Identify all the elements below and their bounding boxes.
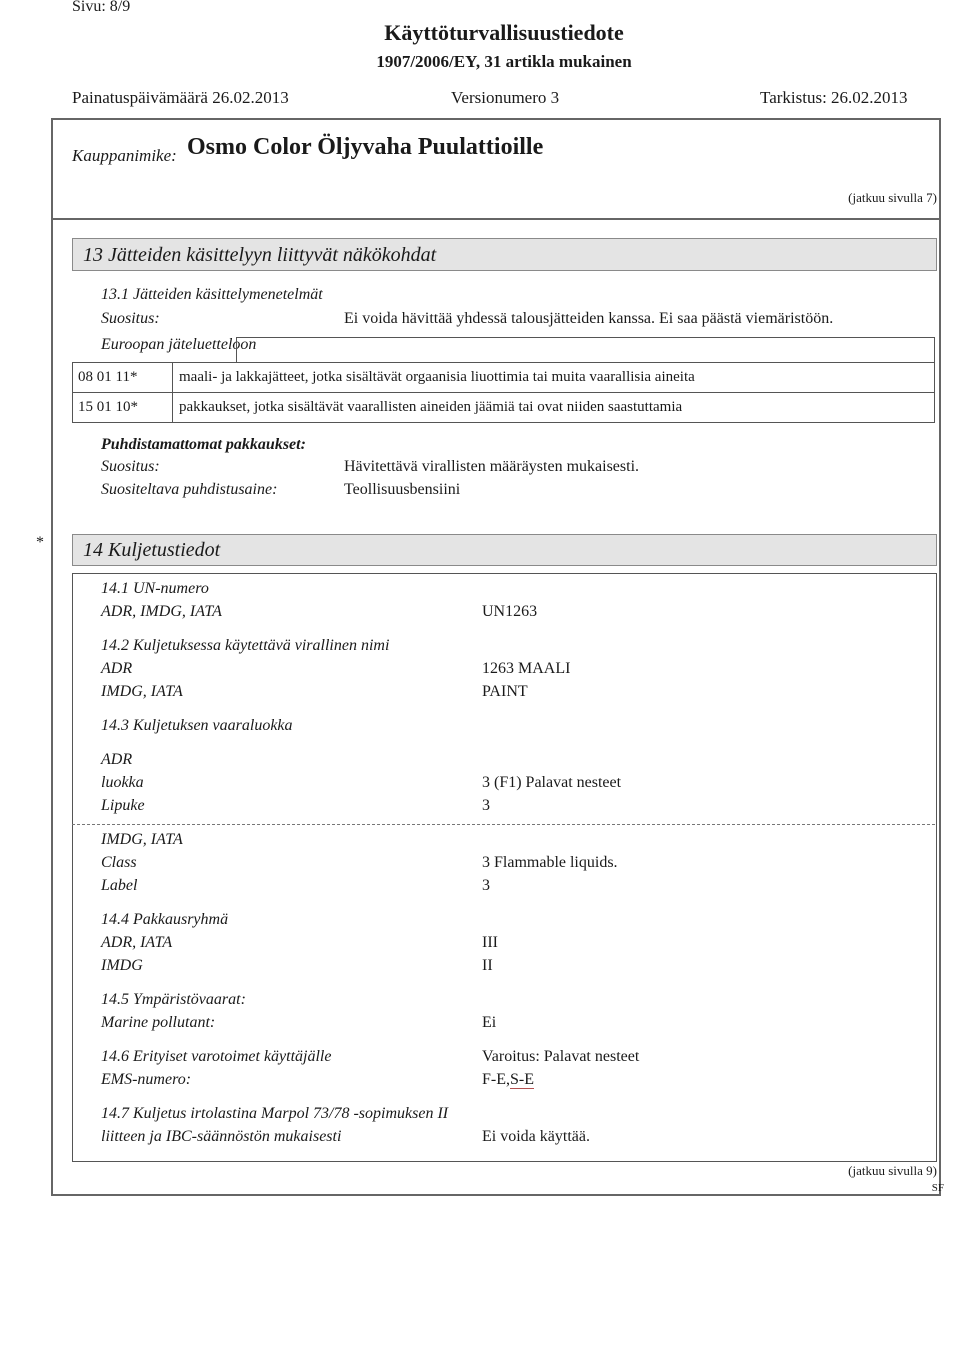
print-date: Painatuspäivämäärä 26.02.2013 [72,88,289,107]
bulk-transport-value: Ei voida käyttää. [482,1128,590,1145]
page-number: Sivu: 8/9 [72,0,131,15]
packing-group-imdg-value: II [482,957,493,974]
ems-number-value [482,1071,534,1089]
special-precautions-heading: 14.6 Erityiset varotoimet käyttäjälle [101,1048,332,1065]
section-14-heading: 14 Kuljetustiedot [72,534,937,566]
marine-pollutant-label: Marine pollutant: [101,1014,216,1031]
ems-number-label: EMS-numero: [101,1071,192,1088]
revision-date: Tarkistus: 26.02.2013 [760,88,908,107]
uncleaned-packaging-label: Puhdistamattomat pakkaukset: [101,436,306,453]
ems-fire-code: F-E, [482,1071,510,1088]
adr-label: ADR [101,751,133,768]
trade-name-label: Kauppanimike: [72,146,177,165]
hazard-class-heading: 14.3 Kuljetuksen vaaraluokka [101,717,293,734]
trade-name: Osmo Color Öljyvaha Puulattioille [187,134,544,160]
waste-description: maali- ja lakkajätteet, jotka sisältävät orgaanisia liuottimia tai muita vaarallisia aineita [173,363,935,393]
section-13-1-heading: 13.1 Jätteiden käsittelymenetelmät [101,286,323,303]
adr-class-value: 3 (F1) Palavat nesteet [482,774,622,791]
un-number-value: UN1263 [482,603,538,620]
waste-list-bracket-right [934,337,935,362]
shipping-name-adr-label: ADR [101,660,133,677]
imdg-hazard-label-label: Label [101,877,138,894]
dashed-divider [72,824,935,825]
ems-spill-code: S-E [510,1071,534,1088]
document-subtitle: 1907/2006/EY, 31 artikla mukainen [376,52,632,71]
continued-to: (jatkuu sivulla 9) [848,1163,937,1178]
un-modes-label: ADR, IMDG, IATA [101,603,222,620]
packing-group-adr-label: ADR, IATA [101,934,173,951]
adr-class-label: luokka [101,774,144,791]
waste-code: 15 01 10* [73,393,173,423]
imdg-class-label: Class [101,854,137,871]
uncleaned-recommendation-value: Hävitettävä virallisten määräysten mukaisesti. [344,458,640,475]
language-code: SF [931,1182,944,1194]
shipping-name-adr-value: 1263 MAALI [482,660,571,677]
waste-code-table [72,362,935,423]
recommendation-label: Suositus: [101,310,160,327]
shipping-name-imdg-label: IMDG, IATA [101,683,183,700]
table-row [73,363,935,393]
version-number: Versionumero 3 [451,88,560,107]
cleaning-agent-value: Teollisuusbensiini [344,481,461,498]
packing-group-heading: 14.4 Pakkausryhmä [101,911,229,928]
section-13-heading: 13 Jätteiden käsittelyyn liittyvät näkökohdat [72,238,937,271]
packing-group-adr-value: III [482,934,498,951]
packing-group-imdg-label: IMDG [101,957,143,974]
waste-code: 08 01 11* [73,363,173,393]
header-divider [51,218,939,220]
uncleaned-recommendation-label: Suositus: [101,458,160,475]
continued-from: (jatkuu sivulla 7) [848,190,937,205]
shipping-name-imdg-value: PAINT [482,683,528,700]
waste-description: pakkaukset, jotka sisältävät vaarallisten aineiden jäämiä tai ovat niiden saastuttamia [173,393,935,423]
table-row [73,393,935,423]
marine-pollutant-value: Ei [482,1014,497,1031]
special-precautions-value: Varoitus: Palavat nesteet [482,1048,640,1065]
cleaning-agent-label: Suositeltava puhdistusaine: [101,481,278,498]
imdg-hazard-label-value: 3 [482,877,490,894]
imdg-label: IMDG, IATA [101,831,183,848]
environmental-hazards-heading: 14.5 Ympäristövaarat: [101,991,246,1008]
document-title: Käyttöturvallisuustiedote [384,20,624,45]
adr-hazard-label-value: 3 [482,797,490,814]
change-marker: * [36,534,44,551]
un-number-heading: 14.1 UN-numero [101,580,209,597]
eu-waste-list-label: Euroopan jäteluetteloon [101,336,257,353]
recommendation-value: Ei voida hävittää yhdessä talousjätteiden kanssa. Ei saa päästä viemäristöön. [344,310,834,327]
bulk-transport-heading-line-2: liitteen ja IBC-säännöstön mukaisesti [101,1128,342,1145]
shipping-name-heading: 14.2 Kuljetuksessa käytettävä virallinen nimi [101,637,390,654]
waste-list-bracket-top [236,337,935,338]
bulk-transport-heading-line-1: 14.7 Kuljetus irtolastina Marpol 73/78 -sopimuksen II [101,1105,449,1122]
waste-list-bracket [236,337,237,362]
imdg-class-value: 3 Flammable liquids. [482,854,618,871]
adr-hazard-label-label: Lipuke [101,797,145,814]
